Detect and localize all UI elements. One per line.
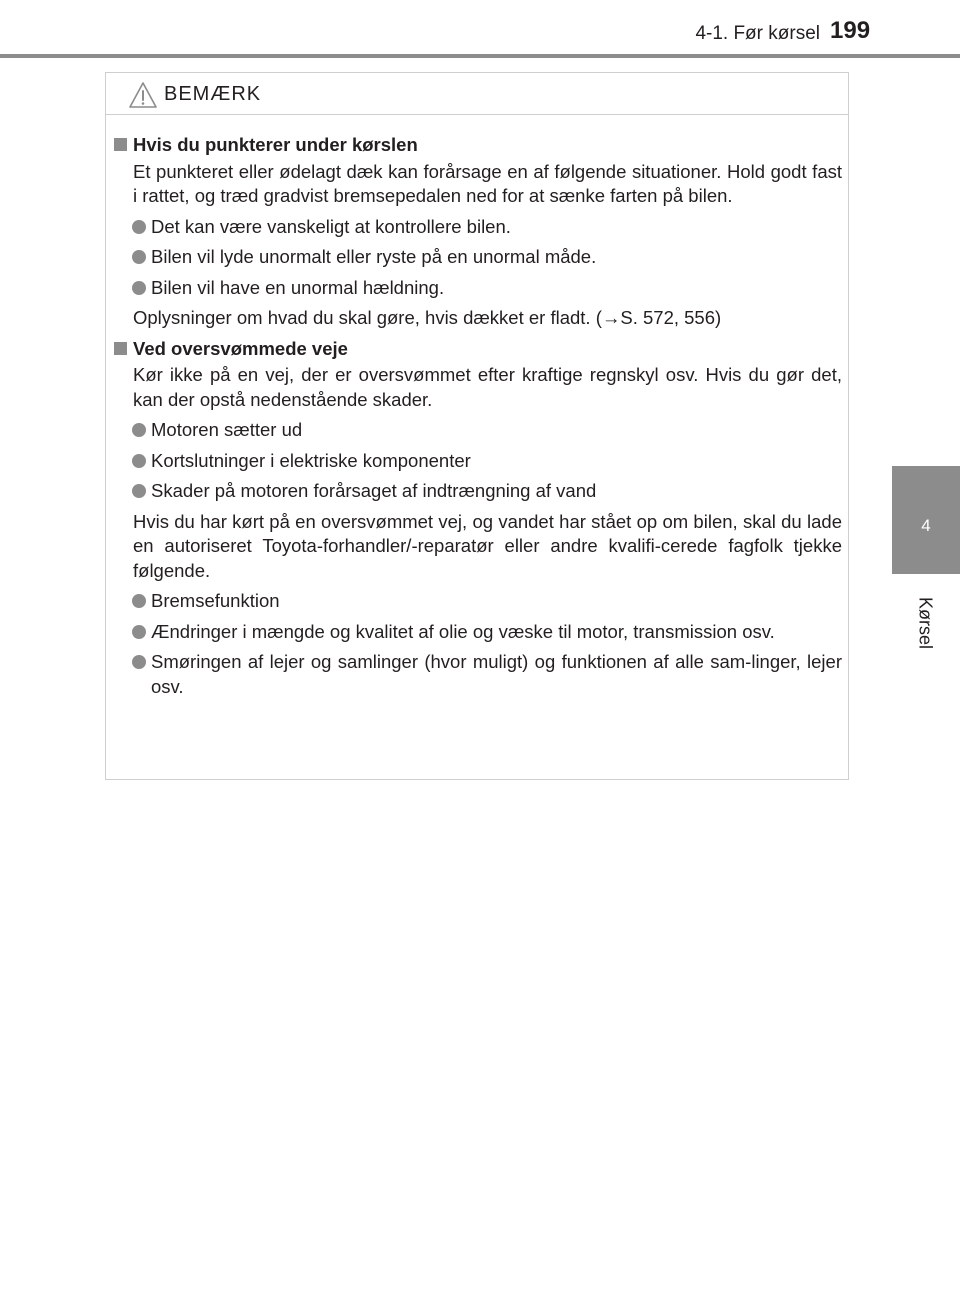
list-item: [130, 650, 842, 699]
list-item: [130, 215, 842, 240]
section-reference: Oplysninger om hvad du skal gøre, hvis dækket er fladt. (→S. 572, 556): [133, 307, 722, 328]
round-bullet-icon: [132, 220, 146, 234]
section-title: 4-1. Før kørsel: [695, 23, 820, 44]
round-bullet-icon: [132, 423, 146, 437]
warning-triangle-icon: [128, 81, 158, 109]
chapter-label-text: Kørsel: [915, 596, 936, 650]
section-intro: Kør ikke på en vej, der er oversvømmet efter kraftige regnskyl osv. Hvis du gør det, kan der opstå nedenstående skader.: [133, 364, 842, 410]
square-bullet-icon: [114, 138, 127, 151]
round-bullet-icon: [132, 454, 146, 468]
round-bullet-icon: [132, 484, 146, 498]
notice-box: [105, 72, 849, 780]
round-bullet-icon: [132, 625, 146, 639]
list-item-text: Det kan være vanskeligt at kontrollere bilen.: [151, 215, 511, 237]
list-item: [130, 620, 842, 645]
section-intro: Et punkteret eller ødelagt dæk kan forårsage en af følgende situationer. Hold godt fast i rattet, og træd gradvist bremsepedalen ned for at sænke farten på bilen.: [133, 160, 842, 206]
notice-title: BEMÆRK: [164, 83, 262, 105]
round-bullet-icon: [132, 281, 146, 295]
square-bullet-icon: [114, 342, 127, 355]
list-item: [130, 245, 842, 270]
page-number: 199: [830, 17, 871, 44]
list-item-text: Motoren sætter ud: [151, 419, 303, 440]
list-item: [130, 418, 842, 443]
list-item-text: Skader på motoren forårsaget af indtrængning af vand: [151, 480, 597, 501]
notice-content: [130, 133, 842, 705]
round-bullet-icon: [132, 594, 146, 608]
section-heading-text: Ved oversvømmede veje: [133, 337, 348, 359]
list-item: [130, 449, 842, 474]
section-followup: Hvis du har kørt på en oversvømmet vej, og vandet har stået op om bilen, skal du lade en autoriseret Toyota-forhandler/-reparatør eller andre kvalifi-cerede fagfolk tjekke følgende.: [133, 510, 842, 581]
round-bullet-icon: [132, 250, 146, 264]
list-item-text: Ændringer i mængde og kvalitet af olie og væske til motor, transmission osv.: [151, 620, 775, 642]
section-heading: [130, 133, 842, 158]
list-item-text: Bremsefunktion: [151, 590, 280, 611]
list-item: [130, 276, 842, 301]
list-item-text: Kortslutninger i elektriske komponenter: [151, 449, 471, 471]
list-item-text: Bilen vil have en unormal hældning.: [151, 276, 445, 298]
chapter-tab: [892, 466, 960, 574]
chapter-label: [913, 588, 937, 658]
list-item: [130, 479, 842, 504]
header-rule: [0, 54, 960, 58]
list-item-text: Bilen vil lyde unormalt eller ryste på en unormal måde.: [151, 246, 597, 267]
chapter-number: 4: [921, 516, 931, 535]
section-heading-text: Hvis du punkterer under kørslen: [133, 134, 418, 155]
round-bullet-icon: [132, 655, 146, 669]
list-item-text: Smøringen af lejer og samlinger (hvor muligt) og funktionen af alle sam-linger, lejer osv.: [151, 651, 842, 697]
section-heading: [130, 337, 842, 362]
list-item: [130, 589, 842, 614]
notice-header: [106, 73, 848, 115]
